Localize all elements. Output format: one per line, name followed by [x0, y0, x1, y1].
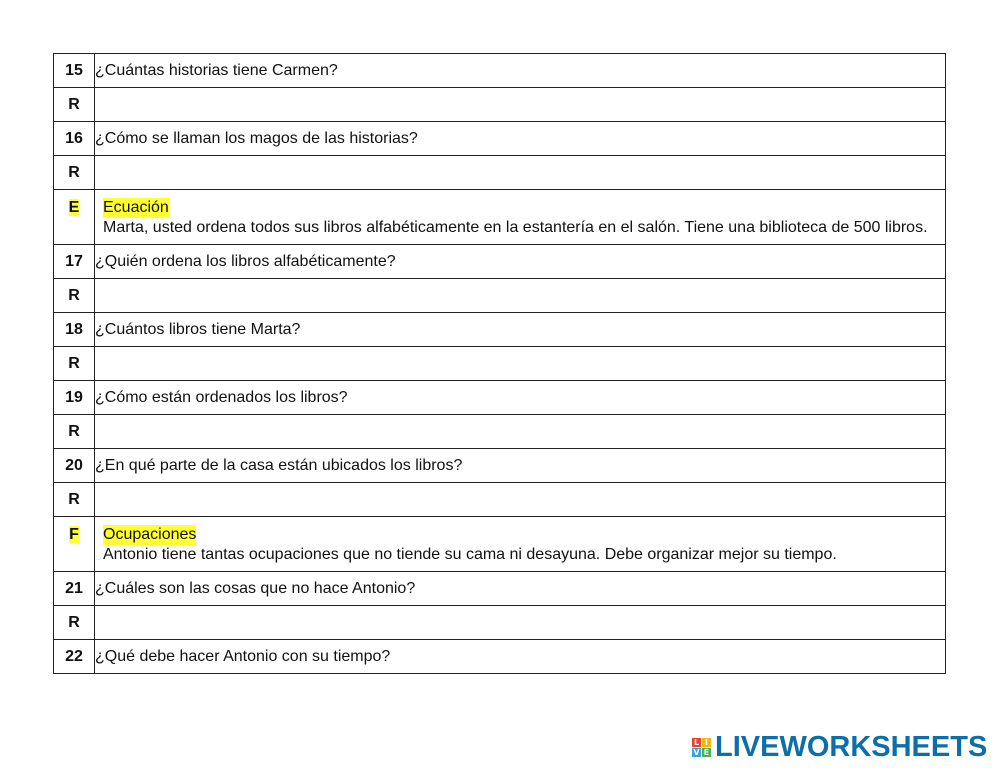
section-text-cell — [95, 190, 946, 245]
logo-icon-letter: L — [693, 737, 700, 747]
section-body: Marta, usted ordena todos sus libros alfabéticamente en la estantería en el salón. Tiene una biblioteca de 500 libros. — [103, 219, 928, 236]
question-number — [54, 122, 95, 156]
answer-field[interactable] — [95, 347, 946, 381]
question-row — [54, 122, 946, 156]
row-label-text: R — [68, 95, 80, 113]
answer-row — [54, 347, 946, 381]
question-row — [54, 54, 946, 88]
question-number — [54, 54, 95, 88]
row-label-text: E — [68, 199, 80, 216]
row-label-text: R — [68, 490, 80, 508]
section-row — [54, 190, 946, 245]
answer-label — [54, 156, 95, 190]
section-row — [54, 517, 946, 572]
answer-field[interactable] — [95, 156, 946, 190]
logo-icon-letter: V — [693, 747, 700, 757]
question-number — [54, 449, 95, 483]
row-label-text: 20 — [65, 456, 83, 474]
question-number — [54, 572, 95, 606]
answer-field[interactable] — [95, 483, 946, 517]
question-text: ¿Quién ordena los libros alfabéticamente? — [95, 245, 946, 279]
row-label-text: F — [69, 526, 79, 543]
question-row — [54, 572, 946, 606]
row-label-text: R — [68, 286, 80, 304]
row-label-text: 19 — [65, 388, 83, 406]
logo-icon-letter: E — [703, 747, 710, 757]
worksheet-table — [53, 53, 946, 674]
logo-text: LIVEWORKSHEETS — [715, 730, 988, 763]
question-number — [54, 640, 95, 674]
question-number — [54, 313, 95, 347]
answer-label — [54, 279, 95, 313]
question-row — [54, 313, 946, 347]
answer-row — [54, 156, 946, 190]
row-label-text: 21 — [65, 579, 83, 597]
section-title: Ocupaciones — [103, 526, 197, 543]
section-letter — [54, 190, 95, 245]
section-letter — [54, 517, 95, 572]
row-label-text: 22 — [65, 647, 83, 665]
question-text: ¿Qué debe hacer Antonio con su tiempo? — [95, 640, 946, 674]
row-label-text: R — [68, 422, 80, 440]
answer-row — [54, 88, 946, 122]
question-row — [54, 449, 946, 483]
question-row — [54, 640, 946, 674]
section-title: Ecuación — [103, 199, 169, 216]
section-text-cell — [95, 517, 946, 572]
row-label-text: R — [68, 354, 80, 372]
question-text: ¿Cuáles son las cosas que no hace Antonio? — [95, 572, 946, 606]
answer-field[interactable] — [95, 279, 946, 313]
question-number — [54, 245, 95, 279]
answer-label — [54, 606, 95, 640]
question-row — [54, 381, 946, 415]
answer-field[interactable] — [95, 88, 946, 122]
logo-icon-letter: I — [702, 738, 711, 747]
question-text: ¿Cómo están ordenados los libros? — [95, 381, 946, 415]
question-row — [54, 245, 946, 279]
answer-label — [54, 415, 95, 449]
row-label-text: R — [68, 613, 80, 631]
row-label-text: 18 — [65, 320, 83, 338]
row-label-text: 17 — [65, 252, 83, 270]
question-text: ¿Cuántas historias tiene Carmen? — [95, 54, 946, 88]
question-text: ¿Cuántos libros tiene Marta? — [95, 313, 946, 347]
row-label-text: 16 — [65, 129, 83, 147]
section-body: Antonio tiene tantas ocupaciones que no tiende su cama ni desayuna. Debe organizar mejor su tiempo. — [103, 546, 837, 563]
answer-row — [54, 415, 946, 449]
question-text: ¿En qué parte de la casa están ubicados los libros? — [95, 449, 946, 483]
answer-label — [54, 347, 95, 381]
answer-label — [54, 88, 95, 122]
row-label-text: 15 — [65, 61, 83, 79]
row-label-text: R — [68, 163, 80, 181]
answer-row — [54, 279, 946, 313]
liveworksheets-logo[interactable] — [692, 731, 987, 763]
answer-row — [54, 606, 946, 640]
answer-field[interactable] — [95, 415, 946, 449]
answer-field[interactable] — [95, 606, 946, 640]
question-number — [54, 381, 95, 415]
answer-row — [54, 483, 946, 517]
liveworksheets-logo-icon — [692, 738, 711, 757]
question-text: ¿Cómo se llaman los magos de las historias? — [95, 122, 946, 156]
answer-label — [54, 483, 95, 517]
